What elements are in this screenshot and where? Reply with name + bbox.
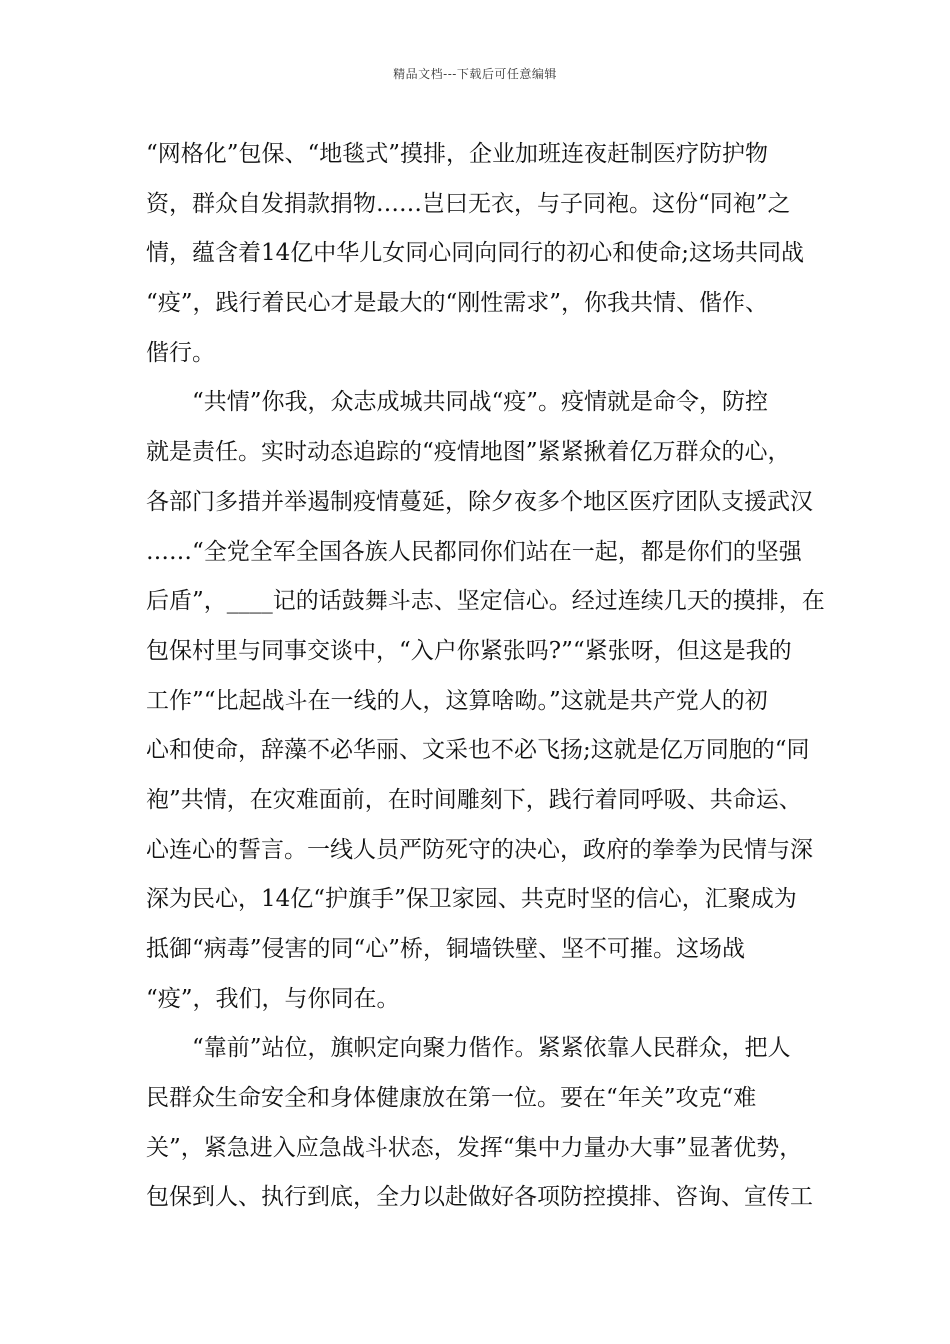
text-line: 心连心的誓言。一线人员严防死守的决心，政府的拳拳为民情与深 <box>146 836 813 863</box>
text-line: “网格化”包保、“地毯式”摸排，企业加班连夜赶制医疗防护物 <box>146 141 769 167</box>
text-line: 抵御“病毒”侵害的同“心”桥，铜墙铁壁、坚不可摧。这场战 <box>146 936 746 962</box>
document-body <box>146 130 825 1223</box>
text-line: 关”，紧急进入应急战斗状态，发挥“集中力量办大事”显著优势， <box>146 1134 803 1161</box>
paragraph-first-line: “靠前”站位，旗帜定向聚力偕作。紧紧依靠人民群众，把人 <box>192 1035 791 1062</box>
text-line: 心和使命，辞藻不必华丽、文采也不必飞扬;这就是亿万同胞的“同 <box>146 737 810 764</box>
paragraph-first-line: “共情”你我，众志成城共同战“疫”。疫情就是命令，防控 <box>192 389 769 416</box>
text-line: 就是责任。实时动态追踪的“疫情地图”紧紧揪着亿万群众的心， <box>146 439 791 466</box>
text-line: 深为民心，14亿“护旗手”保卫家园、共克时坚的信心，汇聚成为 <box>146 886 797 913</box>
text-line: 包保到人、执行到底，全力以赴做好各项防控摸排、咨询、宣传工 <box>146 1184 813 1211</box>
text-line: “疫”，践行着民心才是最大的“刚性需求”，你我共情、偕作、 <box>146 290 769 317</box>
text-line: 包保村里与同事交谈中，“入户你紧张吗?”“紧张呀，但这是我的 <box>146 637 792 664</box>
text-line: 民群众生命安全和身体健康放在第一位。要在“年关”攻克“难 <box>146 1085 757 1112</box>
page-header: 精品文档---下载后可任意编辑 <box>393 67 557 81</box>
text-line: 工作”“比起战斗在一线的人，这算啥呦。”这就是共产党人的初 <box>146 687 768 714</box>
text-line: 后盾”，____记的话鼓舞斗志、坚定信心。经过连续几天的摸排，在 <box>146 588 825 615</box>
text-line: “疫”，我们，与你同在。 <box>146 985 400 1012</box>
text-line: 偕行。 <box>146 339 215 366</box>
text-line: 资，群众自发捐款捐物……岂曰无衣，与子同袍。这份“同袍”之 <box>146 190 791 217</box>
text-line: 情，蕴含着14亿中华儿女同心同向同行的初心和使命;这场共同战 <box>146 240 805 267</box>
text-line: ……“全党全军全国各族人民都同你们站在一起，都是你们的坚强 <box>146 538 802 565</box>
text-line: 各部门多措并举遏制疫情蔓延，除夕夜多个地区医疗团队支援武汉 <box>146 488 813 515</box>
text-line: 袍”共情，在灾难面前，在时间雕刻下，践行着同呼吸、共命运、 <box>146 786 802 813</box>
